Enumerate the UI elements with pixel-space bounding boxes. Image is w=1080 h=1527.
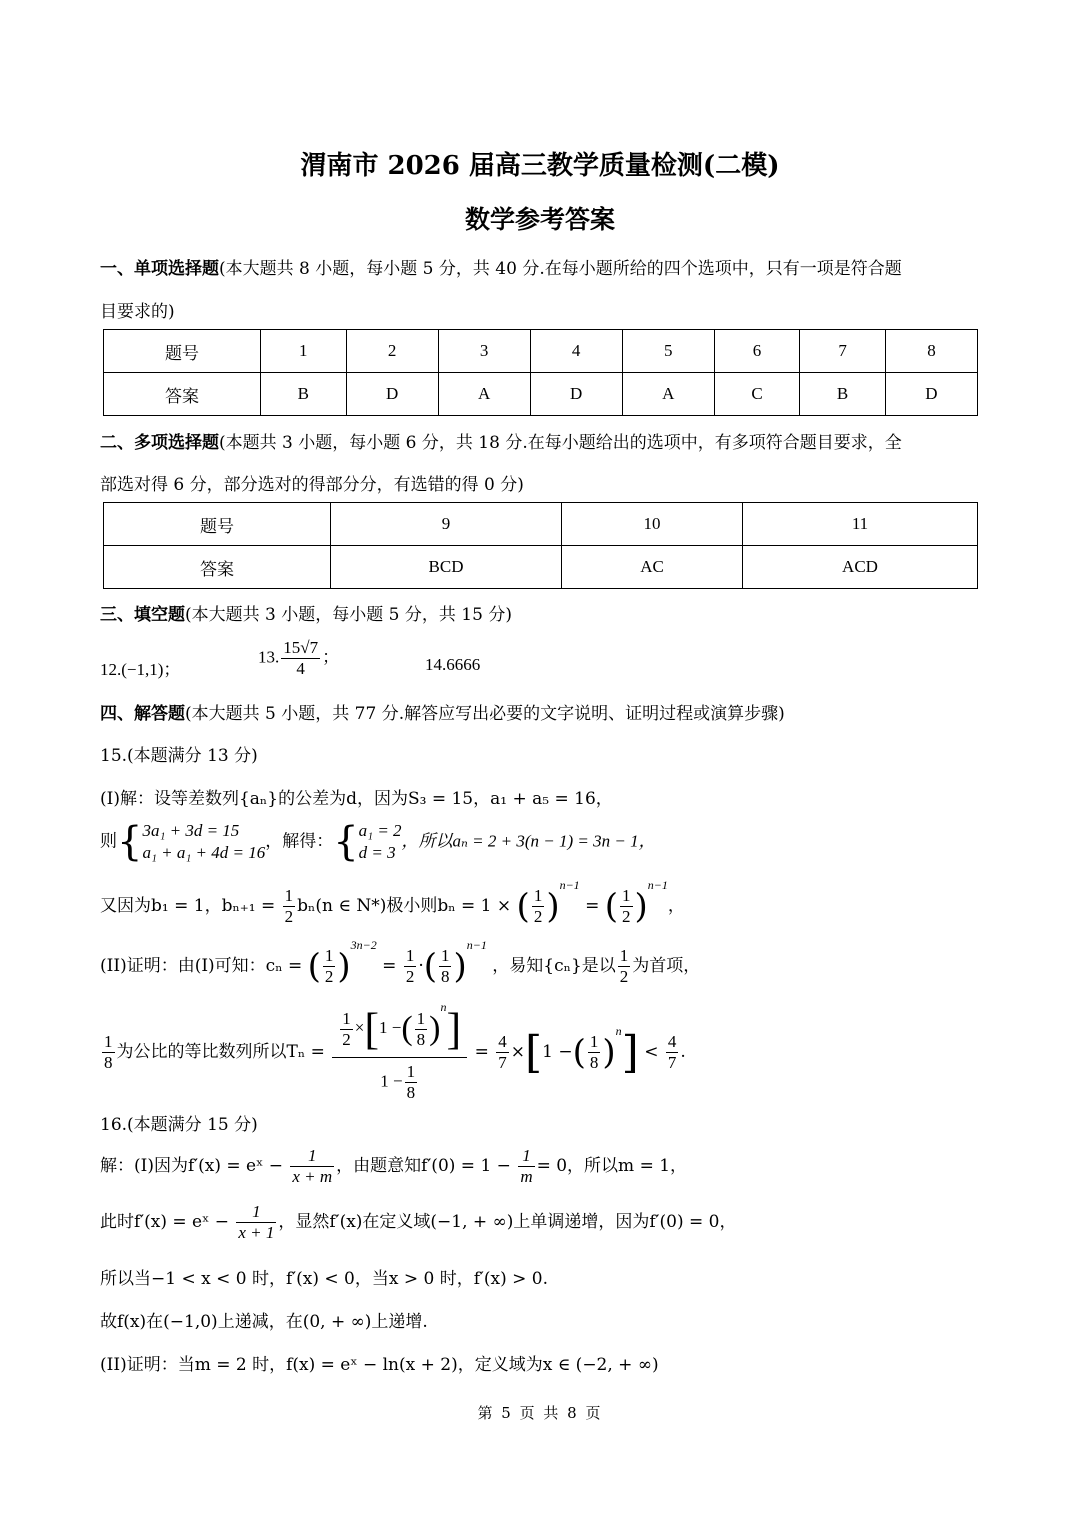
fraction-denominator: 2 [284, 907, 294, 926]
fraction-numerator: 1 [405, 946, 415, 965]
fraction-denominator: 2 [324, 967, 334, 986]
fraction-denominator: 7 [667, 1052, 677, 1072]
table-row [104, 373, 978, 416]
fraction-denominator: 8 [589, 1052, 599, 1072]
q16-line3: 所以当−1 < x < 0 时，f′(x) < 0，当x > 0 时，f′(x) > 0. [100, 1269, 548, 1289]
fraction-denominator: x + 1 [238, 1223, 275, 1242]
right-paren-icon: ) [602, 1032, 616, 1073]
answer-cell: ACD [743, 546, 978, 589]
fraction-denominator: 2 [405, 967, 415, 986]
fraction-four-sevenths [666, 1032, 679, 1073]
q15-l5-a: 为公比的等比数列所以Tₙ = [116, 1041, 325, 1062]
q15-l4-d: ，易知{cₙ}是以 [492, 956, 616, 976]
answer-cell: D [530, 373, 622, 416]
fraction-numerator: 1 [406, 1061, 416, 1081]
q16-line5: (II)证明：当m = 2 时，f(x) = eˣ − ln(x + 2)，定义域为x ∈ (−2, + ∞) [100, 1355, 659, 1375]
fraction-denominator: m [520, 1167, 533, 1186]
tn-numerator [332, 998, 467, 1058]
right-paren-icon: ) [634, 886, 648, 927]
fraction-numerator: 1 [236, 1202, 276, 1223]
question-number: 1 [261, 330, 347, 373]
fraction-one-half [620, 886, 633, 927]
answer-cell: A [438, 373, 530, 416]
exponent: n [615, 1023, 622, 1038]
q15-line1: (I)解：设等差数列{aₙ}的公差为d，因为S₃ = 15，a₁ + a₅ = 16， [100, 789, 613, 809]
q16-line2 [100, 1202, 736, 1243]
section2-desc: (本题共 3 小题，每小题 6 分，共 18 分.在每小题给出的选项中，有多项符合题目要求，全 [219, 433, 902, 453]
section3-heading: 三、填空题 [100, 605, 185, 625]
fraction-numerator: 1 [533, 886, 543, 905]
answer-cell: B [800, 373, 886, 416]
fraction-one-eighth [588, 1032, 601, 1073]
brace-icon: { [117, 819, 143, 865]
times-sign: × [510, 1041, 525, 1062]
section3-desc: (本大题共 3 小题，每小题 5 分，共 15 分) [185, 605, 512, 625]
system-equation: a₁ + a₁ + 4d = 16 [142, 843, 266, 862]
left-bracket-icon: [ [524, 1026, 543, 1078]
q15-line4 [100, 938, 700, 987]
section2-answer-table [103, 502, 978, 589]
q15-line2 [100, 820, 656, 864]
left-paren-icon: ( [572, 1032, 586, 1073]
question-number: 9 [331, 503, 562, 546]
fraction-four-sevenths [496, 1032, 509, 1073]
fraction-numerator: 1 [619, 946, 629, 965]
q15-l3-a: 又因为b₁ = 1，bₙ₊₁ = [100, 896, 276, 916]
fraction-one-half [618, 946, 631, 987]
fraction-numerator: 1 [104, 1031, 113, 1051]
one-minus: 1 − [380, 1071, 403, 1090]
less-than-sign: < [644, 1041, 659, 1062]
question-number: 7 [800, 330, 886, 373]
fraction-one-half [283, 886, 296, 927]
fraction-denominator: 2 [342, 1029, 351, 1049]
fraction-denominator: 8 [406, 1082, 416, 1102]
fraction-numerator: 1 [342, 1008, 351, 1028]
exponent: n−1 [559, 878, 580, 892]
section4-heading: 四、解答题 [100, 704, 185, 724]
fraction-denominator: 2 [619, 967, 629, 986]
fraction-denominator: 2 [533, 907, 543, 926]
section4-desc: (本大题共 5 小题，共 77 分.解答应写出必要的文字说明、证明过程或演算步骤) [185, 704, 785, 724]
fraction-denominator: 8 [440, 967, 450, 986]
answer-cell: BCD [331, 546, 562, 589]
fraction-one-half [404, 946, 417, 987]
fraction-one-half [340, 1009, 353, 1050]
fraction-numerator: 1 [589, 1031, 599, 1051]
answer-13-suffix: ； [322, 647, 340, 667]
row-label-question: 题号 [104, 330, 261, 373]
question-number: 10 [562, 503, 743, 546]
exponent: 3n−2 [350, 938, 377, 952]
question-number: 8 [885, 330, 977, 373]
fraction-one-half [532, 886, 545, 927]
equation-system-2 [359, 820, 402, 864]
fraction-denominator: 7 [498, 1052, 507, 1072]
one-minus: 1 − [379, 1018, 402, 1037]
section3-intro [100, 600, 512, 625]
answer-cell: AC [562, 546, 743, 589]
system-equation: 3a₁ + 3d = 15 [142, 821, 240, 840]
q16-l1-a: 解：(I)因为f′(x) = eˣ − [100, 1156, 283, 1176]
times-sign: × [354, 1018, 365, 1037]
q16-l1-c: = 0，所以m = 1， [536, 1156, 688, 1176]
answer-cell: B [261, 373, 347, 416]
section1-heading: 一、单项选择题 [100, 259, 219, 279]
fraction-denominator: 8 [104, 1052, 113, 1072]
answer-cell: D [346, 373, 438, 416]
table-row [104, 330, 978, 373]
question-number: 5 [622, 330, 714, 373]
answer-13-fraction [281, 638, 320, 679]
equals-sign: = [474, 1041, 489, 1062]
table-row [104, 503, 978, 546]
one-minus: 1 − [542, 1041, 573, 1062]
page-subtitle: 数学参考答案 [464, 205, 615, 234]
q16-line1 [100, 1146, 687, 1187]
question-number: 11 [743, 503, 978, 546]
exponent: n [440, 1000, 447, 1014]
answer-cell: C [714, 373, 800, 416]
fraction-one-eighth [405, 1062, 418, 1103]
q16-title: 16.(本题满分 15 分) [100, 1115, 258, 1135]
section1-answer-table [103, 329, 978, 416]
q15-l2-mid: ，解得： [265, 831, 334, 852]
fraction-one-eighth [415, 1009, 428, 1050]
question-number: 2 [346, 330, 438, 373]
row-label-question: 题号 [104, 503, 331, 546]
tn-denominator [332, 1058, 467, 1107]
answer-cell: D [885, 373, 977, 416]
q15-l4-a: (II)证明：由(I)可知：cₙ = [100, 956, 303, 976]
system-equation: d = 3 [358, 843, 396, 862]
q15-l2-post: ，所以aₙ = 2 + 3(n − 1) = 3n − 1， [401, 831, 656, 851]
fraction-denominator: x + m [292, 1167, 333, 1186]
fraction [236, 1202, 276, 1243]
q16-l2-a: 此时f′(x) = eˣ − [100, 1212, 229, 1232]
fraction-numerator: 4 [667, 1031, 677, 1051]
section1-intro [100, 254, 902, 279]
left-paren-icon: ( [604, 886, 619, 927]
fraction [518, 1146, 534, 1187]
section2-desc2: 部选对得 6 分，部分选对的得部分分，有选错的得 0 分) [100, 475, 524, 495]
fraction-numerator: 1 [518, 1146, 534, 1167]
answer-13-prefix: 13. [258, 647, 280, 667]
fraction-numerator: 1 [290, 1146, 334, 1167]
fraction-one-eighth [439, 946, 452, 987]
section1-desc2: 目要求的) [100, 302, 175, 322]
fraction-numerator: 15√7 [283, 638, 319, 657]
q15-l4-e: 为首项， [632, 956, 701, 976]
section4-intro [100, 699, 785, 724]
left-paren-icon: ( [423, 946, 437, 987]
fraction-numerator: 1 [324, 946, 334, 965]
section2-intro [100, 428, 902, 453]
answer-12: 12.(−1,1)； [100, 660, 181, 679]
page-footer: 第 5 页 共 8 页 [477, 1404, 603, 1422]
equation-system-1 [142, 820, 265, 864]
equals-sign: = [585, 896, 600, 916]
exponent: n−1 [466, 938, 487, 952]
q15-l3-b: bₙ(n ∈ N*)极小则bₙ = 1 × [297, 896, 512, 916]
section2-heading: 二、多项选择题 [100, 433, 219, 453]
fraction-denominator: 2 [622, 907, 631, 926]
fraction-one-eighth [102, 1032, 115, 1073]
fraction-numerator: 1 [440, 946, 450, 965]
exponent: n−1 [647, 878, 668, 892]
answer-14: 14.6666 [425, 655, 481, 674]
q15-line5 [100, 998, 686, 1107]
question-number: 4 [530, 330, 622, 373]
right-paren-icon: ) [429, 1010, 441, 1048]
fraction-denominator: 8 [416, 1029, 426, 1049]
fraction-numerator: 4 [498, 1031, 507, 1051]
equals-sign: = [382, 956, 397, 976]
row-label-answer: 答案 [104, 546, 331, 589]
tn-fraction [332, 998, 467, 1107]
right-paren-icon: ) [337, 946, 351, 987]
right-bracket-icon: ] [446, 1004, 462, 1054]
dot-operator: · [418, 956, 424, 976]
answer-13 [258, 638, 339, 679]
right-paren-icon: ) [546, 886, 560, 927]
system-equation: a₁ = 2 [358, 821, 402, 840]
left-paren-icon: ( [401, 1010, 413, 1048]
q16-line4: 故f(x)在(−1,0)上递减，在(0, + ∞)上递增. [100, 1312, 428, 1332]
q15-l2-pre: 则 [100, 831, 117, 852]
q16-l1-b: ，由题意知f′(0) = 1 − [336, 1156, 511, 1176]
left-paren-icon: ( [516, 886, 530, 927]
left-bracket-icon: [ [364, 1004, 379, 1054]
fraction-numerator: 1 [416, 1008, 426, 1028]
row-label-answer: 答案 [104, 373, 261, 416]
left-paren-icon: ( [307, 946, 321, 987]
q16-l2-b: ，显然f′(x)在定义域(−1, + ∞)上单调递增，因为f′(0) = 0， [278, 1212, 737, 1232]
fraction-numerator: 1 [284, 886, 294, 905]
question-number: 3 [438, 330, 530, 373]
answer-cell: A [622, 373, 714, 416]
fraction-numerator: 1 [622, 886, 631, 905]
fraction-one-half [323, 946, 336, 987]
right-paren-icon: ) [453, 946, 467, 987]
period: . [680, 1041, 686, 1062]
right-bracket-icon: ] [621, 1026, 639, 1078]
fraction-denominator: 4 [296, 659, 305, 678]
table-row [104, 546, 978, 589]
page-title: 渭南市 2026 届高三教学质量检测(二模) [300, 151, 780, 181]
q15-title: 15.(本题满分 13 分) [100, 746, 258, 766]
question-number: 6 [714, 330, 800, 373]
brace-icon: { [333, 819, 359, 865]
section1-desc: (本大题共 8 小题，每小题 5 分，共 40 分.在每小题所给的四个选项中，只有一项是符合题 [219, 259, 902, 279]
q15-line3: 又因为b₁ = 1，bₙ₊₁ = $\frac{1}{2}$ bₙ(n ∈ N*)极小则bₙ = 1 × ( $\frac{1}{2}$ )$^{n-1}$ = ( $\frac{1}{2}$ )$^{n-1}$， [100, 878, 685, 927]
fraction [290, 1146, 334, 1187]
